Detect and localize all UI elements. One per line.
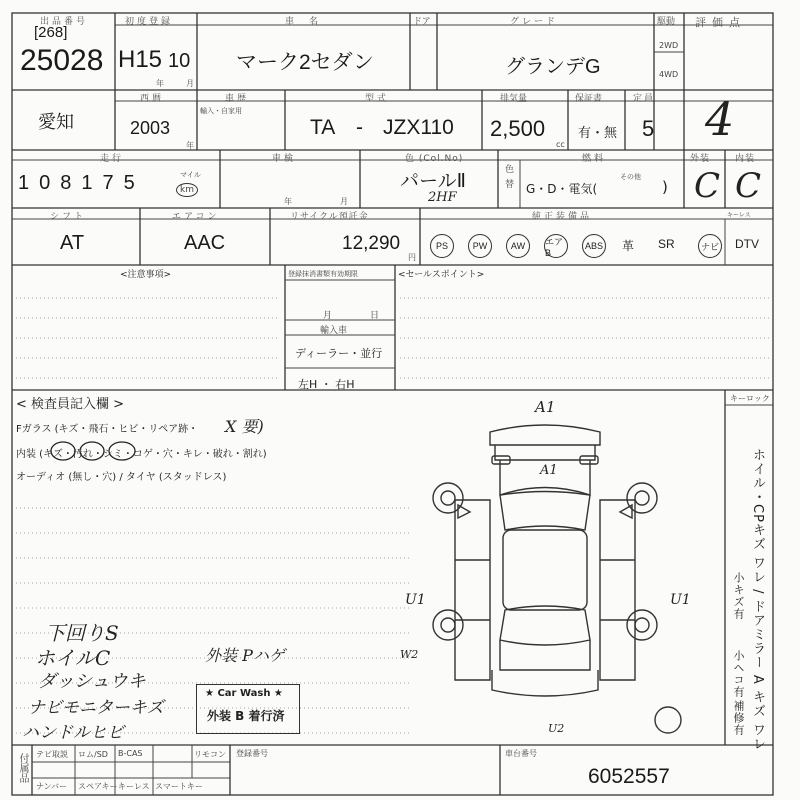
insp-month-unit: 月 [340, 197, 348, 206]
interior-line: 内装 (キズ・汚れ・シミ・コゲ・穴・キレ・破れ・割れ) [16, 449, 267, 460]
hw-navi: ナビモニターキズ [28, 698, 164, 718]
fuel-other: その他 [620, 173, 641, 181]
warranty-label: 保証書 [575, 94, 603, 104]
first-reg-era: H15 [118, 46, 163, 73]
equipment-item: エアB [544, 234, 568, 258]
mark-u2: U2 [548, 722, 565, 735]
key-lock-label: キーロック [730, 394, 770, 403]
check-rom: ロム/SD [78, 750, 108, 759]
deadline-label: 登録抹消書類有効期限 [288, 270, 358, 278]
audio-line: オーディオ (無し・穴) / タイヤ (スタッドレス) [16, 472, 227, 483]
mark-u1-right: U1 [670, 592, 691, 608]
seats-label: 定員 [633, 94, 656, 104]
first-reg-label: 初度登録 [125, 17, 174, 27]
equipment-item: ABS [582, 234, 606, 258]
fuel-close: ) [662, 178, 668, 196]
sales-label: <セールスポイント> [398, 270, 485, 280]
warranty-value: 有・無 [578, 126, 618, 141]
drive-2wd: 2WD [659, 41, 679, 50]
keyless-label: キーレス [727, 212, 751, 219]
drive-4wd: 4WD [659, 70, 679, 79]
carwash-grade: 外装 B 着行済 [207, 709, 285, 723]
chassis-number: 6052557 [588, 765, 670, 788]
equipment-item: PS [430, 234, 454, 258]
unit-km: km [176, 183, 198, 197]
side-note-2: 小キズ有 [732, 572, 745, 620]
door-label: ドア [413, 17, 431, 27]
color-change-label: 色替 [503, 164, 513, 194]
equipment-item: SR [658, 237, 675, 251]
check-bcas: B-CAS [118, 749, 143, 758]
plate-label: ナンバー [36, 782, 68, 791]
inspection-label: 車検 [272, 154, 297, 164]
fuel-value: G・D・電気( [526, 182, 598, 196]
cc-unit: cc [556, 140, 565, 149]
insp-year-unit: 年 [284, 197, 292, 206]
chassis-label: 車台番号 [505, 749, 537, 758]
car-name: マーク2セダン [236, 51, 374, 74]
seats: 5 [642, 116, 655, 141]
hw-exterior: 外装 Pハゲ [205, 646, 285, 665]
interior-circle-marks [30, 438, 180, 464]
model-code: JZX110 [383, 116, 454, 139]
glass-handwritten: X 要) [225, 417, 264, 436]
notes-label: <注意事項> [120, 270, 172, 280]
color-label: 色 (Col.No) [405, 154, 464, 164]
model-label: 型式 [365, 94, 390, 104]
color: パールⅡ [400, 171, 466, 192]
lot-label: 出品番号 [40, 17, 89, 27]
side-note-1: ホイル・CPキズ ワレ / ドアミラー A キズ ワレ [750, 448, 765, 751]
year: 2003 [130, 118, 171, 138]
carwash-stamp [196, 684, 300, 734]
reg-label: 登録番号 [236, 749, 268, 758]
hw-under: 下回りS [45, 621, 119, 645]
unit-mile: マイル [180, 171, 201, 179]
deadline-day: 日 [370, 311, 380, 321]
equipment-item: PW [468, 234, 492, 258]
year2-unit: 年 [186, 141, 194, 150]
mark-w2: W2 [400, 648, 419, 661]
lot-prefix: [268] [34, 24, 68, 41]
model-sep: - [356, 116, 363, 139]
inspector-title: < 検査員記入欄 > [16, 397, 125, 412]
year-unit: 年 [156, 79, 164, 88]
car-name-label: 車 名 [285, 17, 322, 27]
model-prefix: TA [310, 116, 336, 139]
equipment-item: 革 [622, 239, 635, 253]
grade: グランデG [505, 56, 601, 78]
mileage-digits: 108175 [18, 172, 145, 194]
check-keyless: キーレス [118, 782, 150, 791]
history-note: 輸入・自家用 [200, 107, 242, 115]
hw-handle: ハンドルヒビ [22, 723, 124, 743]
ext-score: C [694, 166, 721, 206]
shift-label: シフト [50, 212, 87, 222]
recycle-label: リサイクル預託金 [290, 212, 369, 222]
dealer-parallel: ディーラー・並行 [295, 347, 383, 360]
mark-u1-left: U1 [405, 592, 426, 608]
hw-wheel: ホイルC [35, 646, 111, 670]
mark-a1-front: A1 [535, 398, 556, 416]
first-reg-month: 10 [168, 50, 191, 72]
seireki-label: 西暦 [140, 94, 165, 104]
int-label: 内装 [735, 154, 756, 164]
history-label: 車歴 [225, 94, 250, 104]
score-value: 4 [705, 92, 735, 146]
recycle: 12,290 [342, 233, 401, 254]
equipment-item: DTV [735, 237, 759, 251]
ac-label: エアコン [172, 212, 220, 222]
handle-side: 左H ・ 右H [298, 378, 355, 391]
equipment-item: ナビ [698, 234, 722, 258]
score-label: 評価点 [695, 16, 746, 29]
shift: AT [60, 232, 85, 254]
check-smart-key: スマートキー [155, 782, 203, 791]
footer-side-label: 付属品 [17, 753, 28, 783]
lot-number: 25028 [20, 44, 104, 77]
mark-a1-hood: A1 [540, 463, 558, 478]
hw-dash: ダッシュウキ [38, 671, 146, 692]
recycle-unit: 円 [408, 253, 416, 262]
color-code: 2HF [428, 190, 457, 205]
import-label: 輸入車 [320, 326, 348, 336]
equip-label: 純正装備品 [532, 212, 593, 222]
glass-line: Fガラス (キズ・飛石・ヒビ・リペア跡・ [16, 424, 199, 435]
displacement-label: 排気量 [500, 94, 528, 104]
equipment-item: AW [506, 234, 530, 258]
car-diagram [400, 400, 725, 745]
grade-label: グレード [510, 17, 559, 27]
int-score: C [735, 166, 762, 206]
fuel-label: 燃料 [582, 154, 607, 164]
ac: AAC [184, 232, 226, 254]
check-manual: テビ取説 [36, 750, 68, 759]
displacement: 2,500 [490, 116, 546, 141]
month-unit: 月 [186, 79, 194, 88]
side-note-3: 小ヘコ有 [732, 650, 745, 698]
check-remote: リモコン [194, 750, 226, 759]
drive-label: 駆動 [657, 17, 676, 27]
carwash-title: ★ Car Wash ★ [205, 688, 283, 699]
mileage-label: 走行 [100, 154, 125, 164]
ext-label: 外装 [690, 154, 711, 164]
side-note-4: 補修有 [732, 700, 745, 736]
deadline-month: 月 [323, 311, 333, 321]
check-spare-key: スペアキー [78, 782, 118, 791]
region: 愛知 [38, 112, 74, 132]
